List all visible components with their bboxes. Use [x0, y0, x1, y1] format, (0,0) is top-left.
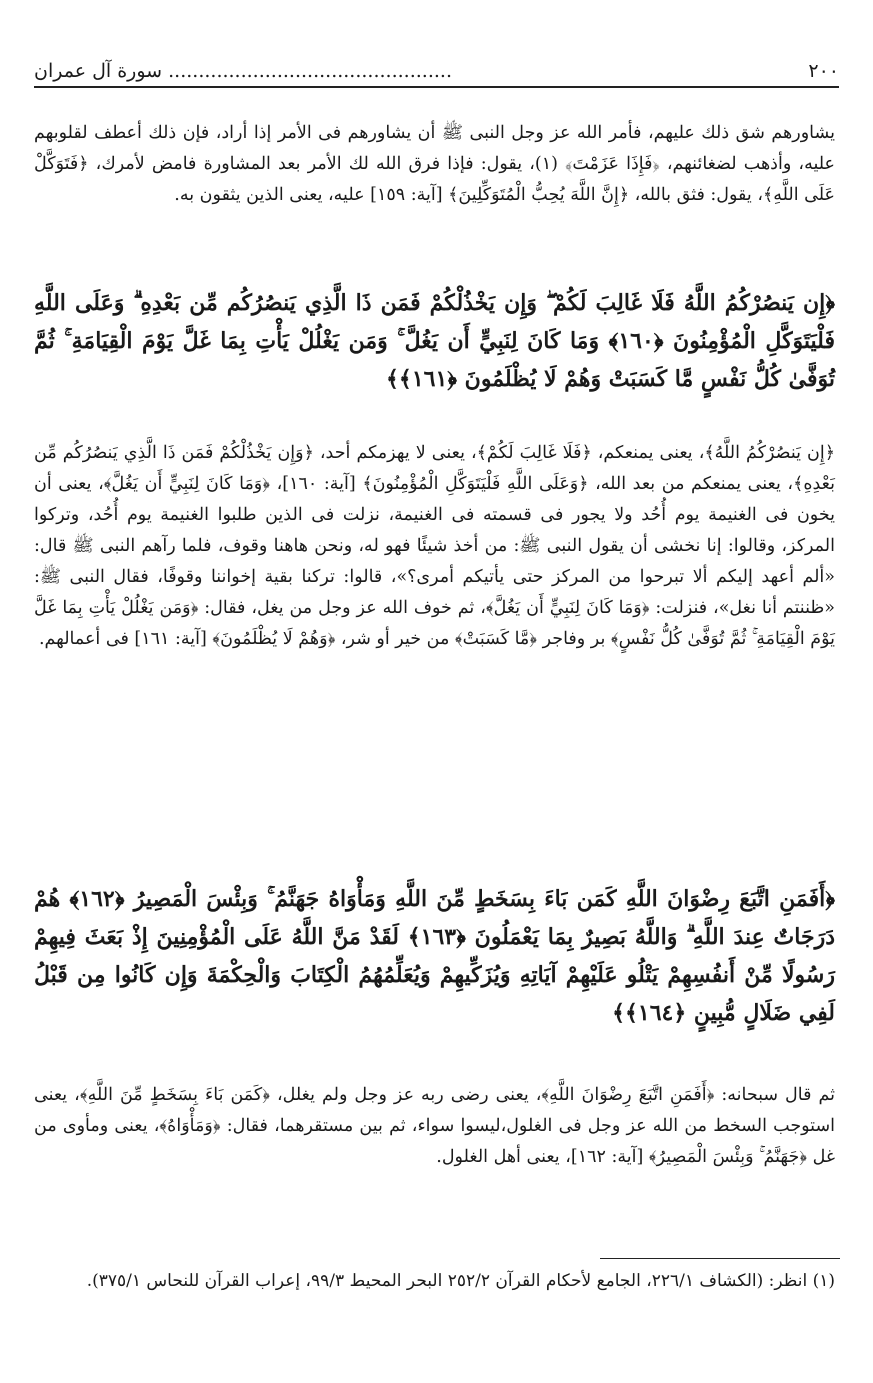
- commentary-block-3: [34, 1080, 835, 1173]
- page-header: [34, 56, 839, 88]
- quran-verses-162-164: ﴿أَفَمَنِ اتَّبَعَ رِضْوَانَ اللَّهِ كَمَن بَاءَ بِسَخَطٍ مِّنَ اللَّهِ وَمَأْوَاهُ جَهَنَّمُ ۚ وَبِئْسَ الْمَصِيرُ ﴿١٦٢﴾ هُمْ دَرَجَاتٌ عِندَ اللَّهِ ۗ وَاللَّهُ بَصِيرٌ بِمَا يَعْمَلُونَ ﴿١٦٣﴾ لَقَدْ مَنَّ اللَّهُ عَلَى الْمُؤْمِنِينَ إِذْ بَعَثَ فِيهِمْ رَسُولًا مِّنْ أَنفُسِهِمْ يَتْلُو عَلَيْهِمْ آيَاتِهِ وَيُزَكِّيهِمْ وَيُعَلِّمُهُمُ الْكِتَابَ وَالْحِكْمَةَ وَإِن كَانُوا مِن قَبْلُ لَفِي ضَلَالٍ مُّبِينٍ ﴿١٦٤﴾﴾: [34, 886, 835, 1026]
- footnote: (١) انظر: (الكشاف ٢٢٦/١، الجامع لأحكام القرآن ٢٥٢/٢ البحر المحيط ٩٩/٣، إعراب القرآن للنحاس ٣٧٥/١).: [86, 1271, 835, 1291]
- commentary-paragraph: ثم قال سبحانه: ﴿أَفَمَنِ اتَّبَعَ رِضْوَانَ اللَّهِ﴾، يعنى رضى ربه عز وجل ولم يغلل، ﴿كَمَن بَاءَ بِسَخَطٍ مِّنَ اللَّهِ﴾، يعنى استوجب السخط من الله عز وجل فى الغلول،ليسوا سواء، ثم بين مستقرهما، فقال: ﴿وَمَأْوَاهُ﴾، يعنى ومأوى من غل ﴿جَهَنَّمُ ۚ وَبِئْسَ الْمَصِيرُ﴾ [آية: ١٦٢]، يعنى أهل الغلول.: [34, 1085, 835, 1167]
- commentary-block-1: [34, 118, 835, 211]
- commentary-paragraph: يشاورهم شق ذلك عليهم، فأمر الله عز وجل النبى ﷺ أن يشاورهم فى الأمر إذا أراد، فإن ذلك أعطف لقلوبهم عليه، وأذهب لضغائنهم، ﴿فَإِذَا عَزَمْتَ﴾ (١)، يقول: فإذا فرق الله لك الأمر بعد المشاورة فامض لأمرك، ﴿فَتَوَكَّلْ عَلَى اللَّهِ﴾، يقول: فثق بالله، ﴿إِنَّ اللَّهَ يُحِبُّ الْمُتَوَكِّلِينَ﴾ [آية: ١٥٩] عليه، يعنى الذين يثقون به.: [34, 123, 835, 205]
- commentary-paragraph: ﴿إِن يَنصُرْكُمُ اللَّهُ﴾، يعنى يمنعكم، ﴿فَلَا غَالِبَ لَكُمْ﴾، يعنى لا يهزمكم أحد، ﴿وَإِن يَخْذُلْكُمْ فَمَن ذَا الَّذِي يَنصُرُكُم مِّن بَعْدِهِ﴾، يعنى يمنعكم من بعد الله، ﴿وَعَلَى اللَّهِ فَلْيَتَوَكَّلِ الْمُؤْمِنُونَ﴾ [آية: ١٦٠]، ﴿وَمَا كَانَ لِنَبِيٍّ أَن يَغُلَّ﴾، يعنى أن يخون فى الغنيمة يوم أُحُد ولا يجور فى قسمته فى الغنيمة، نزلت فى الذين طلبوا الغنيمة يوم أُحُد، وتركوا المركز، وقالوا: إنا نخشى أن يقول النبى ﷺ: من أخذ شيئًا فهو له، ونحن هاهنا وقوف، فلما رآهم النبى ﷺ قال: «ألم أعهد إليكم ألا تبرحوا من المركز حتى يأتيكم أمرى؟»، قالوا: تركنا بقية إخواننا وقوفًا، فقال النبى ﷺ: «ظننتم أنا نغل»، فنزلت: ﴿وَمَا كَانَ لِنَبِيٍّ أَن يَغُلَّ﴾، ثم خوف الله عز وجل من يغل، فقال: ﴿وَمَن يَغْلُلْ يَأْتِ بِمَا غَلَّ يَوْمَ الْقِيَامَةِ ۚ ثُمَّ تُوَفَّىٰ كُلُّ نَفْسٍ﴾ بر وفاجر ﴿مَّا كَسَبَتْ﴾ من خير أو شر، ﴿وَهُمْ لَا يُظْلَمُونَ﴾ [آية: ١٦١] فى أعمالهم.: [34, 443, 835, 649]
- surah-name: سورة آل عمران: [34, 60, 163, 82]
- quran-verse-block-1: [34, 284, 835, 398]
- page-number: ٢٠٠: [808, 60, 839, 82]
- footnote-separator: [600, 1258, 840, 1259]
- header-leader-dots: ...............................................: [168, 60, 452, 82]
- quran-verse-block-2: [34, 880, 835, 1032]
- commentary-block-2: [34, 438, 835, 655]
- quran-verses-160-161: ﴿إِن يَنصُرْكُمُ اللَّهُ فَلَا غَالِبَ لَكُمْ ۖ وَإِن يَخْذُلْكُمْ فَمَن ذَا الَّذِي يَنصُرُكُم مِّن بَعْدِهِ ۗ وَعَلَى اللَّهِ فَلْيَتَوَكَّلِ الْمُؤْمِنُونَ ﴿١٦٠﴾ وَمَا كَانَ لِنَبِيٍّ أَن يَغُلَّ ۚ وَمَن يَغْلُلْ يَأْتِ بِمَا غَلَّ يَوْمَ الْقِيَامَةِ ۚ ثُمَّ تُوَفَّىٰ كُلُّ نَفْسٍ مَّا كَسَبَتْ وَهُمْ لَا يُظْلَمُونَ ﴿١٦١﴾﴾: [34, 290, 835, 392]
